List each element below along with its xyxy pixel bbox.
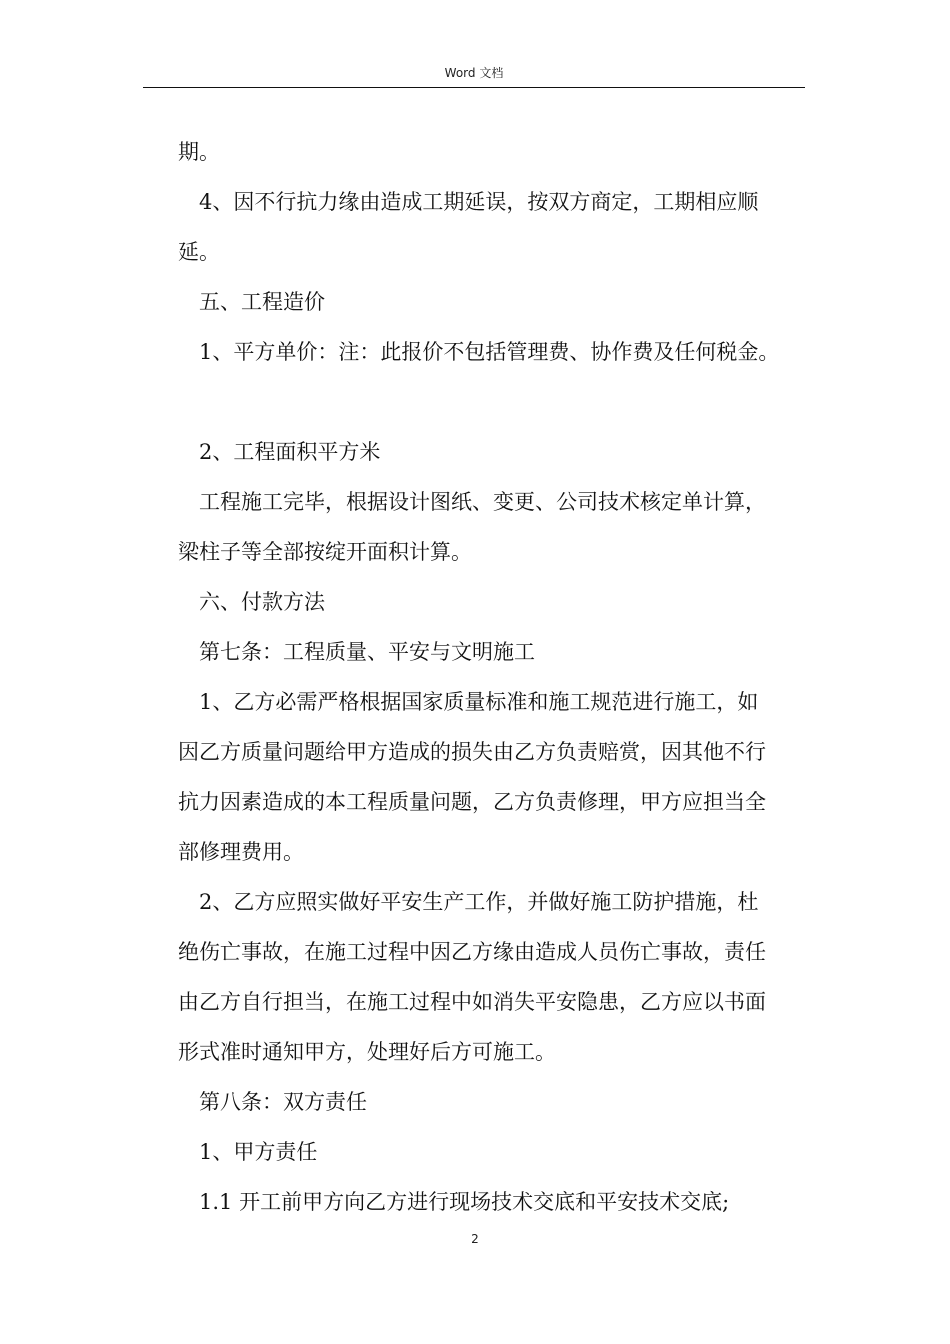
paragraph-line: 2、工程面积平方米 bbox=[199, 440, 381, 464]
page-header bbox=[143, 64, 805, 88]
paragraph-line: 五、工程造价 bbox=[199, 290, 325, 314]
paragraph-line: 第七条：工程质量、平安与文明施工 bbox=[199, 640, 535, 664]
paragraph-line: 工程施工完毕，根据设计图纸、变更、公司技术核定单计算， bbox=[199, 490, 766, 514]
paragraph-line: 部修理费用。 bbox=[178, 840, 304, 864]
blank-line bbox=[178, 377, 808, 427]
paragraph-line: 1.1 开工前甲方向乙方进行现场技术交底和平安技术交底; bbox=[199, 1190, 730, 1214]
paragraph-line: 2、乙方应照实做好平安生产工作，并做好施工防护措施，杜 bbox=[199, 890, 759, 914]
paragraph-line: 六、付款方法 bbox=[199, 590, 325, 614]
paragraph-line: 梁柱子等全部按绽开面积计算。 bbox=[178, 540, 472, 564]
paragraph-line: 抗力因素造成的本工程质量问题，乙方负责修理，甲方应担当全 bbox=[178, 790, 766, 814]
paragraph-line: 因乙方质量问题给甲方造成的损失由乙方负责赔赏，因其他不行 bbox=[178, 740, 766, 764]
paragraph-line: 期。 bbox=[178, 140, 220, 164]
paragraph-line: 1、乙方必需严格根据国家质量标准和施工规范进行施工，如 bbox=[199, 690, 759, 714]
document-body bbox=[178, 127, 808, 1227]
paragraph-line: 1、甲方责任 bbox=[199, 1140, 318, 1164]
paragraph-line: 1、平方单价：注：此报价不包括管理费、协作费及任何税金。 bbox=[199, 340, 780, 364]
page-number: 2 bbox=[471, 1232, 479, 1246]
paragraph-line: 由乙方自行担当，在施工过程中如消失平安隐患，乙方应以书面 bbox=[178, 990, 766, 1014]
paragraph-line: 4、因不行抗力缘由造成工期延误，按双方商定，工期相应顺 bbox=[199, 190, 759, 214]
page-footer bbox=[0, 1232, 950, 1246]
paragraph-line: 绝伤亡事故，在施工过程中因乙方缘由造成人员伤亡事故，责任 bbox=[178, 940, 766, 964]
paragraph-line: 第八条：双方责任 bbox=[199, 1090, 367, 1114]
paragraph-line: 延。 bbox=[178, 240, 220, 264]
header-title: Word 文档 bbox=[444, 66, 504, 80]
paragraph-line: 形式准时通知甲方，处理好后方可施工。 bbox=[178, 1040, 556, 1064]
